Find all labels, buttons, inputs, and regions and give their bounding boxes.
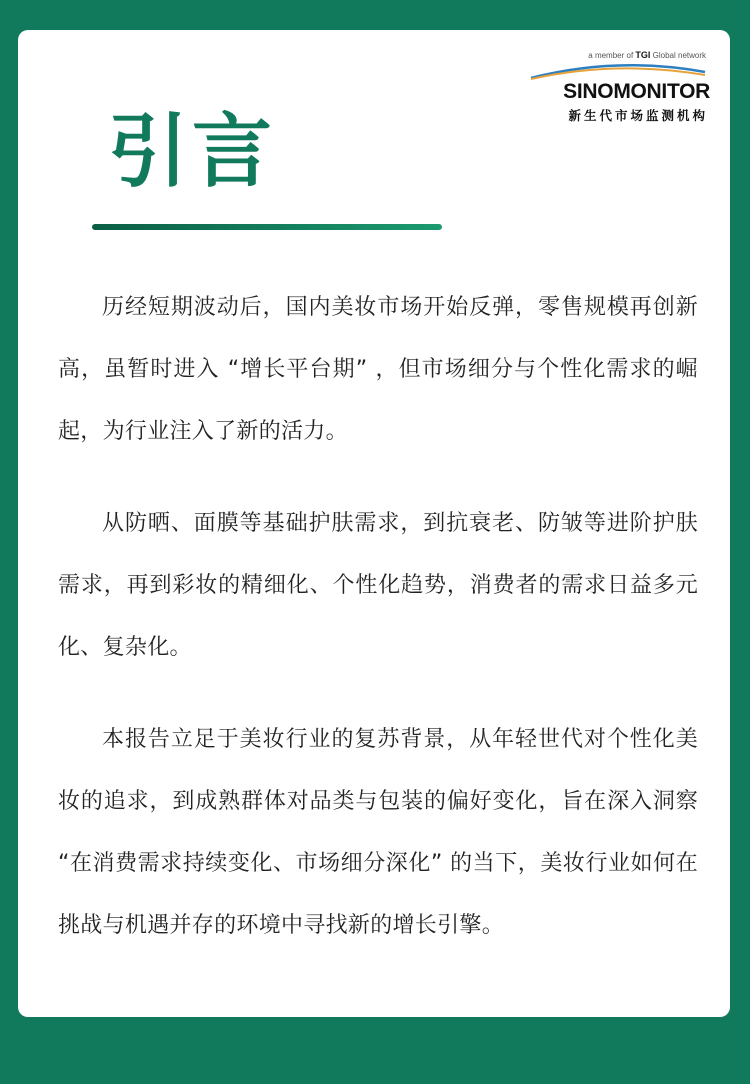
logo-tagline-brand: TGI bbox=[635, 50, 651, 60]
intro-body bbox=[58, 277, 698, 987]
logo-tagline-suffix: Global network bbox=[652, 51, 706, 60]
paragraph-1: 历经短期波动后，国内美妆市场开始反弹，零售规模再创新高，虽暂时进入 “增长平台期” ，但市场细分与个性化需求的崛起，为行业注入了新的活力。 bbox=[58, 295, 698, 444]
paragraph-3: 本报告立足于美妆行业的复苏背景，从年轻世代对个性化美妆的追求，到成熟群体对品类与包装的偏好变化，旨在深入洞察 “在消费需求持续变化、市场细分深化” 的当下，美妆行业如何在挑战与机遇并存的环境中寻找新的增长引擎。 bbox=[58, 727, 698, 938]
logo-wordmark: SINOMONITOR bbox=[563, 80, 710, 103]
logo-chinese-name: 新生代市场监测机构 bbox=[568, 108, 708, 123]
title-underline bbox=[92, 224, 442, 230]
logo-tagline-prefix: a member of bbox=[588, 51, 634, 60]
page-title: 引言 bbox=[108, 105, 276, 198]
paragraph-2: 从防晒、面膜等基础护肤需求，到抗衰老、防皱等进阶护肤需求，再到彩妆的精细化、个性化趋势，消费者的需求日益多元化、复杂化。 bbox=[58, 511, 698, 660]
content-card bbox=[18, 30, 730, 1017]
logo-arc-icon bbox=[525, 58, 710, 80]
sinomonitor-logo bbox=[525, 50, 710, 130]
